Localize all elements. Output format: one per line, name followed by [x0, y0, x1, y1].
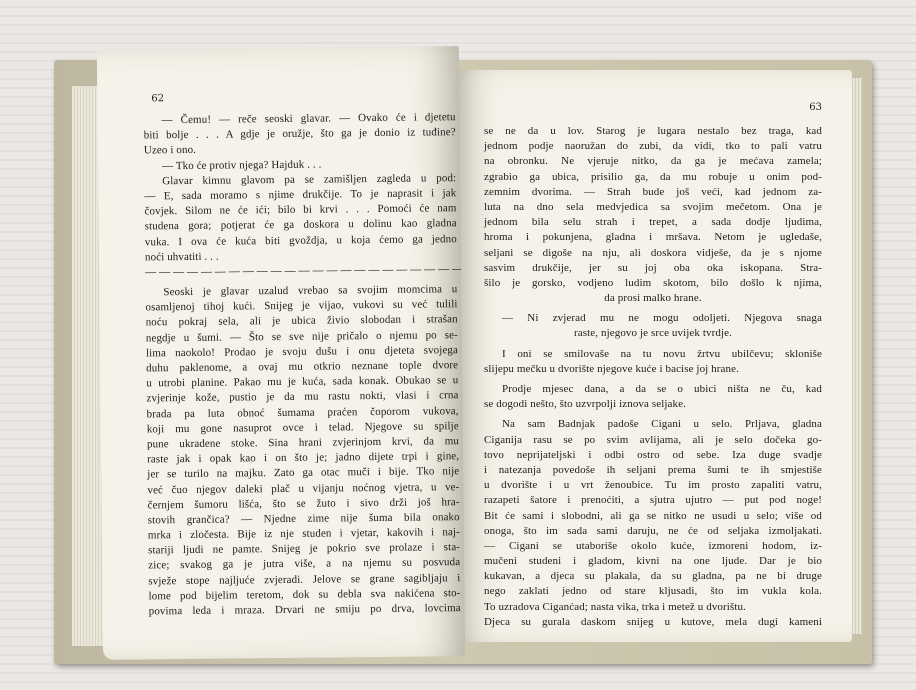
- text-line: vuka. I ova će kuća biti gvoždja, u koja ćemo ga jedno: [144, 232, 457, 248]
- text-line: u dvorište i u vrt ženoubice. Tu im prosto zapaliti vatru,: [484, 479, 822, 492]
- text-line: Ciganija rasu se po svim avlijama, ali je selo dočeka go-: [484, 433, 822, 446]
- text-line: Uzeo i ono.: [143, 144, 197, 157]
- text-line: negdje u šumi. — Što se sve nije pričalo o njemu po se-: [145, 328, 458, 345]
- text-line: noći uhvatiti . . .: [144, 250, 219, 264]
- text-line: — Cigani se utaboriše okolo kuće, izmoreni hodom, iz-: [484, 539, 822, 552]
- page-number: 62: [151, 93, 165, 105]
- text-line: — Čemu! — reče seoski glavar. — Ovako će i djetetu: [161, 111, 456, 127]
- page-number: 63: [809, 102, 822, 113]
- text-line: Na sam Badnjak padoše Cigani u selo. Prljava, gladna: [502, 418, 822, 431]
- text-line: biti bolje . . . A gdje je oružje, što ga je donio iz tuđine?: [143, 126, 456, 142]
- text-line: zvjerinje kože, pustio je da mu rastu nokti, vlasi i crna: [146, 389, 459, 405]
- text-line: jednom podje naoružan do zubi, da vidi, tko to pali vatru: [484, 140, 822, 153]
- text-line: čovjek. Silom ne će ići; bilo bi krvi . . . Pomoći će nam: [144, 202, 457, 218]
- text-line: mrka i zločesta. Bije iz nje studen i vjetar, kakovih i naj-: [147, 526, 460, 542]
- text-line: Djeca su gurala daskom snijeg u kutove, mela dugi kameni: [484, 615, 822, 628]
- text-line: — — — — — — — — — — — — — — — — — — — — — — —: [145, 262, 464, 279]
- text-line: — Tko će protiv njega? Hajduk . . .: [161, 158, 322, 172]
- text-line: seljani se digoše na nju, ali doskora vidješe, da je s njome: [484, 246, 822, 259]
- text-line: pune ukradene stoke. Sina hrani zvjerinjom krvi, da mu: [146, 435, 459, 451]
- left-page: [97, 46, 465, 660]
- text-line: jer se turilo na majku. Zato ga otac muči i bije. Tko nije: [147, 465, 460, 481]
- text-line: — E, sada moramo s njime drukčije. To je naprasit i jak: [144, 187, 457, 203]
- text-line: šilo je gorsko, vodjeno ludim skotom, bilo došlo k njima,: [484, 276, 822, 289]
- text-line: slijepu mečku u dvorište njegove kuće i bacise joj hrane.: [484, 362, 739, 375]
- text-line: razapeti šatore i prenoćiti, a sjutra ujutro — put pod noge!: [484, 494, 822, 507]
- text-line: da prosi malko hrane.: [604, 292, 702, 305]
- text-line: luta na dno sela medvjedica sa svojim mečetom. Ona je: [484, 200, 822, 213]
- right-page: [456, 70, 852, 642]
- text-line: osamljenoj tihoj kući. Snijeg je vijao, vukovi su već tulili: [145, 298, 458, 314]
- text-line: — Ni zvjerad mu ne mogu odoljeti. Njegova snaga: [502, 312, 822, 325]
- text-line: stariji ljudi ne pamte. Snijeg je pokrio sve prolaze i sta-: [147, 541, 461, 557]
- text-line: Glavar kimnu glavom pa se zamišljen zagleda u pod:: [162, 171, 457, 187]
- text-line: I oni se smilovaše na tu novu žrtvu ubilčevu; skloniše: [502, 347, 822, 360]
- text-line: zice; svakog ga je jutra više, a na njemu su posvuda: [148, 556, 461, 572]
- text-line: i natezanja povedoše ih seljani prema šumi te ih smjestiše: [484, 463, 822, 476]
- text-line: nego zaklati jedno od stare kljusadi, što im vukla kola.: [484, 585, 822, 598]
- text-line: se ne da u lov. Starog je lugara nestalo bez traga, kad: [484, 125, 822, 137]
- text-line: studena gora; potjerat će ga doskora u dolinu kao gladna: [144, 217, 457, 233]
- text-line: u utrobi planine. Pakao mu je kuća, sada konak. Obukao se u: [146, 374, 459, 390]
- text-line: mučeni studeni i gladom, kivni na one ljude. Dar je bio: [484, 555, 822, 568]
- text-line: povima leda i mraza. Drvari ne smiju po drva, lovcima: [148, 602, 461, 618]
- text-line: hroma i pokunjena, gladna i mršava. Netom je ugledaše,: [484, 231, 822, 244]
- page-text: [143, 110, 464, 619]
- text-line: Seoski je glavar uzalud vrebao sa svojim momcima u: [163, 283, 458, 299]
- text-line: zgrabio ga ubica, prisilio ga, da mu robuje u onim pod-: [484, 170, 822, 183]
- text-line: zemnim dvorima. — Strah bude još veći, kad jednom za-: [484, 185, 822, 198]
- text-line: lima naokolo! Prodao je svoju dušu i onu djeteta svojega: [145, 343, 459, 360]
- text-line: se dogodi nešto, što uzvrpolji iznova seljake.: [484, 398, 686, 411]
- text-line: raste, njegovo je srce uvijek tvrdje.: [574, 327, 732, 340]
- text-line: koji mu gone nasuprot ovce i telad. Njegove su spilje: [146, 419, 459, 436]
- text-line: svježe stope najljuće zvjeradi. Jelove se grane sagibljaju i: [148, 571, 461, 588]
- text-line: onoga, što im sada sami daruju, ne će od seljaka izmoljakati.: [484, 524, 822, 537]
- text-line: Prodje mjesec dana, a da se o ubici ništa ne ču, kad: [502, 383, 822, 395]
- page-text: [484, 124, 822, 630]
- text-line: černjem šumoru lišća, što se žuto i sivo drži još hra-: [147, 495, 460, 512]
- text-line: noću pokraj sela, ali je ubica živio slobodan i strašan: [145, 313, 458, 329]
- text-line: već čuo njegov daleki plač u vijanju noćnog vjetra, u ve-: [147, 480, 460, 496]
- text-line: sasvim drukčije, jer su joj oba oka iskopana. Stra-: [484, 261, 822, 274]
- text-line: kukavan, a djeca su plakala, da su gladna, pa ne bi druge: [484, 570, 822, 583]
- text-line: tovo neprijateljski i odbi ostro od sebe. Iza duge svadje: [484, 448, 822, 461]
- text-line: lome pod bijelim teretom, dok su debla sva nakićena sto-: [148, 586, 461, 603]
- text-line: brada pa luta obnoć šumama praćen čoporom vukova,: [146, 404, 459, 420]
- text-line: stovih grančica? — Njedne zime nije šuma bila onako: [147, 511, 460, 527]
- text-line: Bit će sami i slobodni, ali ga se nitko ne usudi u selo; više od: [484, 509, 822, 522]
- text-line: na obronku. Ne vjeruje nitko, da ga je mećava zamela;: [484, 155, 822, 168]
- text-line: duhu paklenome, a ovaj mu otkrio neznane tople dvore: [146, 359, 459, 375]
- text-line: To uzradova Ciganćad; nasta vika, trka i metež u dvorištu.: [484, 600, 746, 613]
- text-line: jednom bila selu strah i trepet, a sada dodje ljudima,: [484, 216, 822, 229]
- text-line: raste jak i opak kao i on što je; jadno dijete trpi i gine,: [147, 450, 460, 466]
